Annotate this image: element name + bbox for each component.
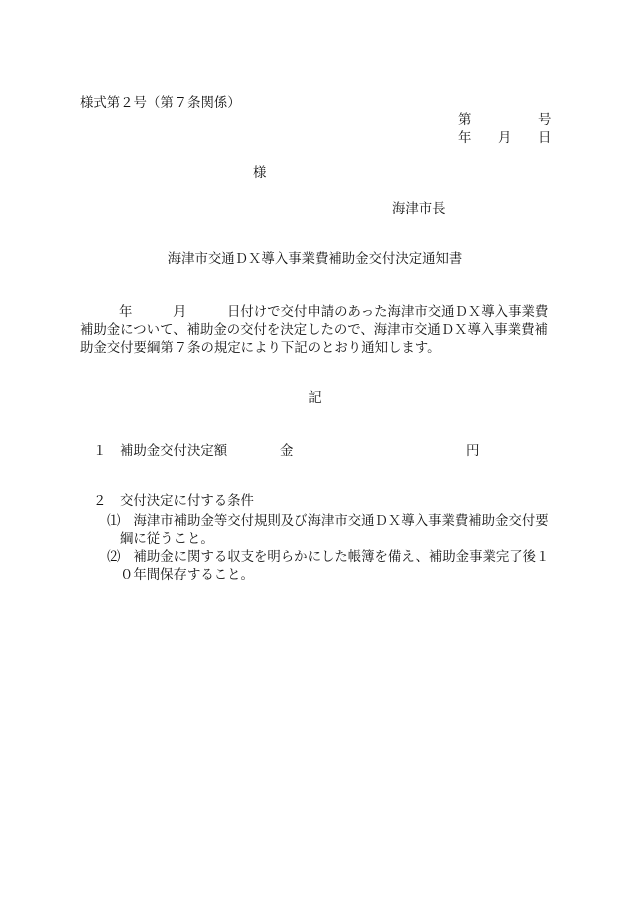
doc-number-suffix: 号 [538, 113, 552, 128]
item-label: 交付決定に付する条件 [120, 494, 254, 509]
condition-line-1: 補助金に関する収支を明らかにした帳簿を備え、補助金事業完了後１ [133, 550, 550, 565]
sender-name: 海津市長 [392, 202, 446, 217]
amount-suffix: 円 [466, 444, 480, 459]
item-number: ２ [93, 494, 107, 509]
date-day: 日 [538, 131, 552, 146]
body-month: 月 [173, 305, 187, 320]
item-number: １ [93, 444, 107, 459]
condition-line-2: ０年間保存すること。 [120, 568, 254, 583]
doc-number-prefix: 第 [458, 113, 472, 128]
condition-line-2: 綱に従うこと。 [120, 532, 214, 547]
condition-marker: ⑵ [107, 550, 121, 565]
amount-prefix: 金 [280, 444, 294, 459]
body-line-3: 助金交付要綱第７条の規定により下記のとおり通知します。 [80, 341, 441, 356]
body-year: 年 [119, 305, 133, 320]
date-year: 年 [458, 131, 472, 146]
body-line-2: 補助金について、補助金の交付を決定したので、海津市交通ＤＸ導入事業費補 [80, 323, 548, 338]
document-title: 海津市交通ＤＸ導入事業費補助金交付決定通知書 [167, 252, 463, 267]
body-line-1: 日付けで交付申請のあった海津市交通ＤＸ導入事業費 [227, 305, 549, 320]
condition-line-1: 海津市補助金等交付規則及び海津市交通ＤＸ導入事業費補助金交付要 [133, 514, 549, 529]
date-month: 月 [498, 131, 512, 146]
condition-marker: ⑴ [107, 514, 121, 529]
addressee-honorific: 様 [253, 166, 267, 181]
item-label: 補助金交付決定額 [120, 444, 228, 459]
form-label: 様式第２号（第７条関係） [80, 96, 241, 111]
ki-heading: 記 [308, 391, 322, 406]
